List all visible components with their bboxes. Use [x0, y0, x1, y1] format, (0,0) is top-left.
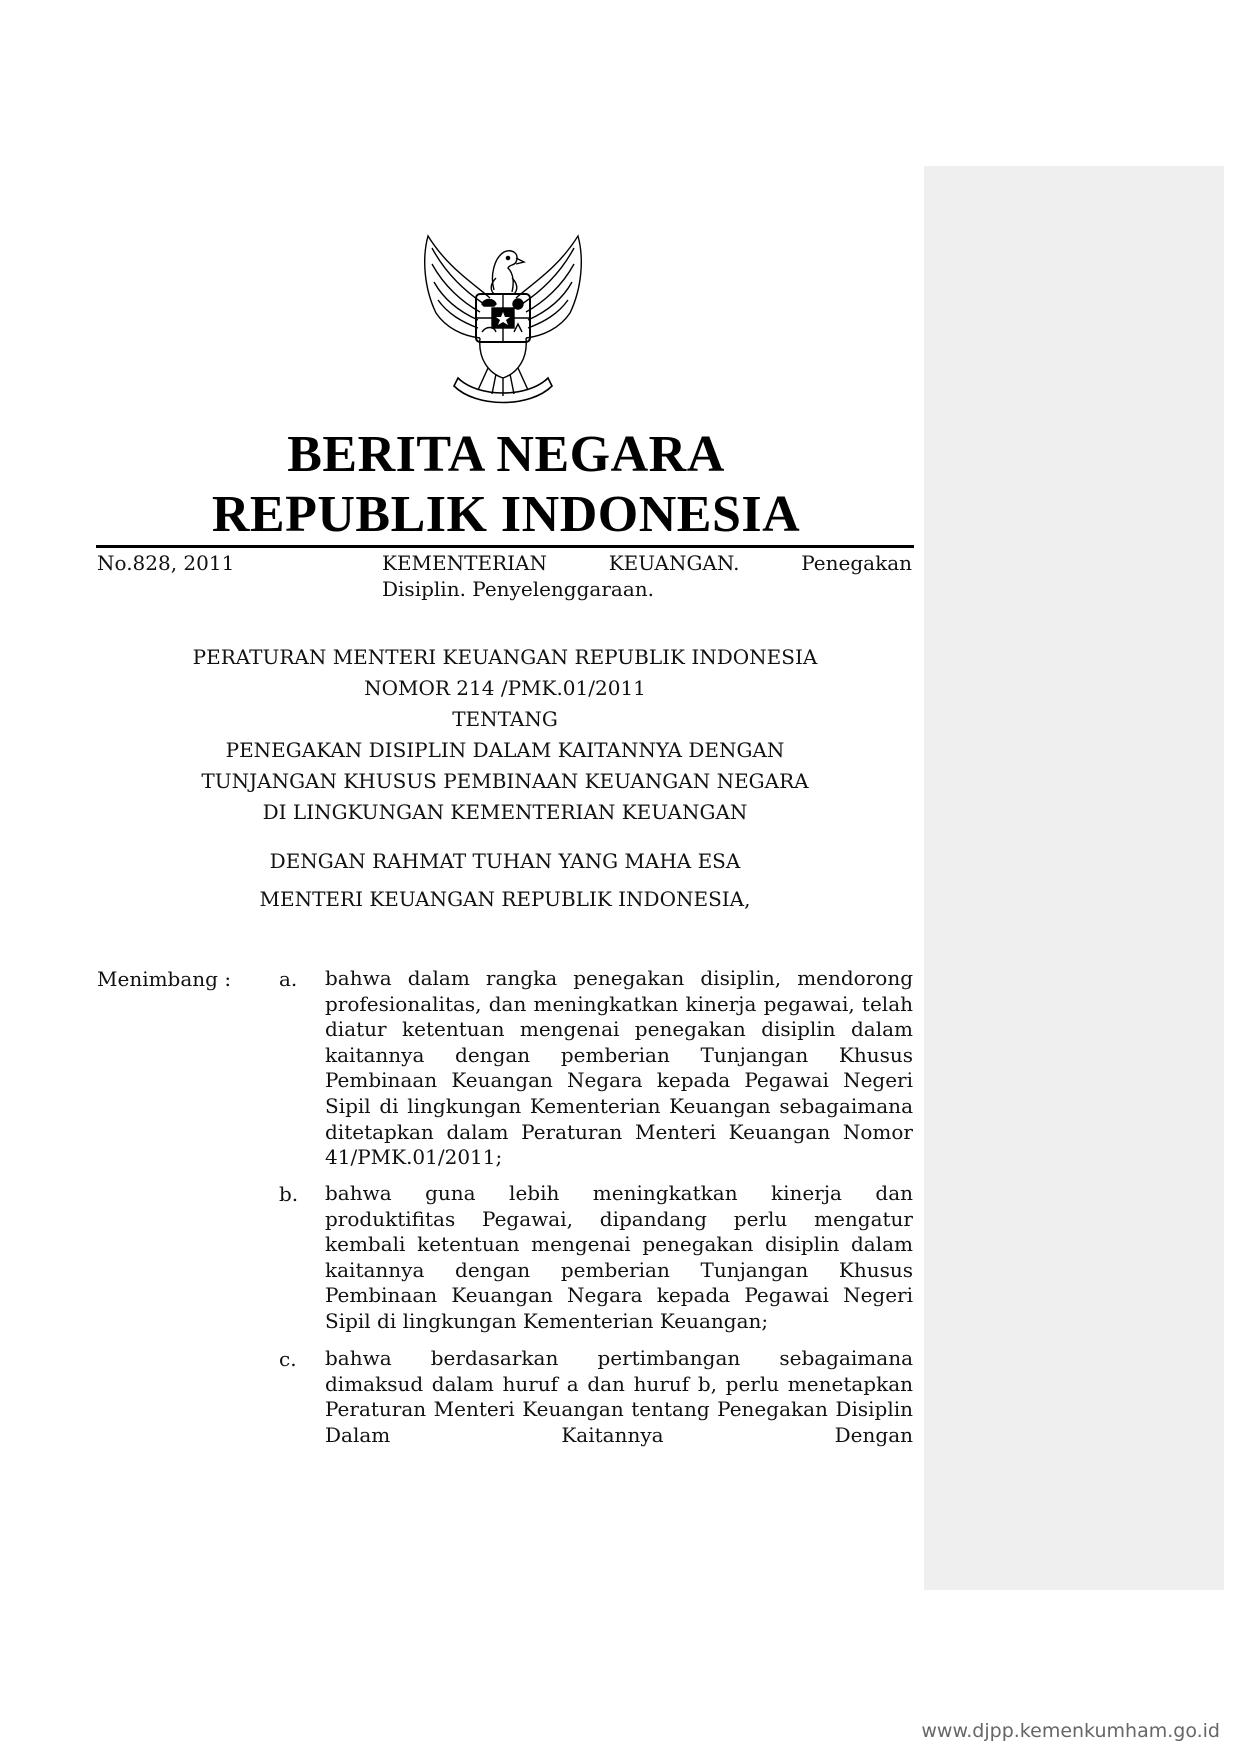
masthead-divider — [96, 545, 914, 548]
masthead-subtitle: REPUBLIK INDONESIA — [211, 486, 801, 543]
comment-margin-panel — [924, 166, 1224, 1590]
regulation-subject: TUNJANGAN KHUSUS PEMBINAAN KEUANGAN NEGARA — [201, 769, 809, 793]
garuda-pancasila-emblem-icon — [418, 228, 588, 408]
consideration-letter: c. — [279, 1347, 297, 1371]
opening-clause — [96, 842, 914, 918]
gazette-subject-word: KEUANGAN. — [608, 551, 740, 575]
regulation-number: NOMOR 214 /PMK.01/2011 — [364, 676, 646, 700]
consideration-text: bahwa dalam rangka penegakan disiplin, mendorong profesionalitas, dan meningkatkan kinerja pegawai, telah diatur ketentuan mengenai penegakan disiplin dalam kaitannya dengan pemberian Tunjangan Khusus Pembinaan Keuangan Negara kepada Pegawai Negeri Sipil di lingkungan Kementerian Keuangan sebagaimana ditetapkan dalam Peraturan Menteri Keuangan Nomor 41/PMK.01/2011; — [325, 966, 913, 1170]
opening-line: DENGAN RAHMAT TUHAN YANG MAHA ESA — [269, 849, 741, 873]
regulation-line: TENTANG — [452, 707, 558, 731]
gazette-subject-word: Penegakan — [801, 551, 912, 575]
consideration-letter: a. — [279, 967, 298, 991]
opening-line: MENTERI KEUANGAN REPUBLIK INDONESIA, — [259, 887, 751, 911]
consideration-letter: b. — [279, 1182, 299, 1206]
regulation-title — [96, 642, 914, 828]
consideration-text: bahwa berdasarkan pertimbangan sebagaimana dimaksud dalam huruf a dan huruf b, perlu menetapkan Peraturan Menteri Keuangan tentang Penegakan Disiplin Dalam Kaitannya Dengan — [325, 1346, 913, 1447]
regulation-line: PERATURAN MENTERI KEUANGAN REPUBLIK INDONESIA — [192, 645, 818, 669]
gazette-subject — [382, 550, 912, 602]
regulation-subject: DI LINGKUNGAN KEMENTERIAN KEUANGAN — [262, 800, 748, 824]
gazette-subject-line2: Disiplin. Penyelenggaraan. — [382, 577, 654, 601]
considerations-label: Menimbang : — [97, 967, 232, 991]
footer-url[interactable]: www.djpp.kemenkumham.go.id — [921, 1720, 1220, 1742]
consideration-text: bahwa guna lebih meningkatkan kinerja dan produktifitas Pegawai, dipandang perlu mengatur kembali ketentuan mengenai penegakan disiplin dalam kaitannya dengan pemberian Tunjangan Khusus Pembinaan Keuangan Negara kepada Pegawai Negeri Sipil di lingkungan Kementerian Keuangan; — [325, 1181, 913, 1333]
regulation-subject: PENEGAKAN DISIPLIN DALAM KAITANNYA DENGAN — [225, 738, 785, 762]
gazette-number: No.828, 2011 — [97, 551, 235, 575]
gazette-subject-word: KEMENTERIAN — [382, 551, 547, 575]
masthead-title: BERITA NEGARA — [287, 426, 725, 483]
